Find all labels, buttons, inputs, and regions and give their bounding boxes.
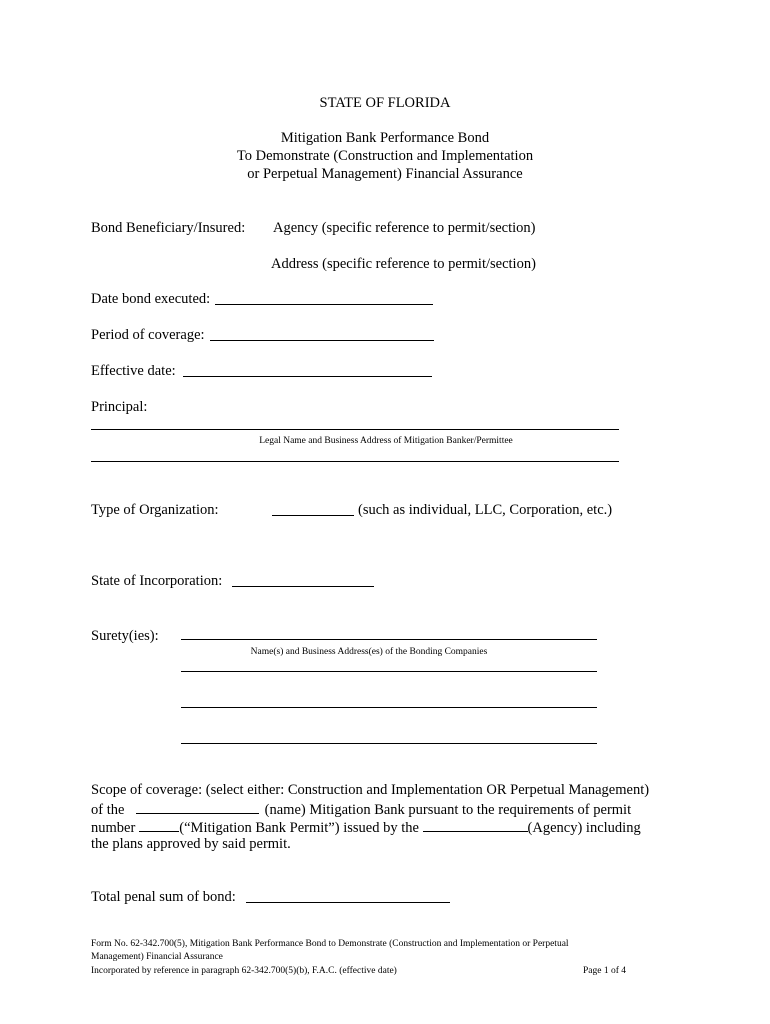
beneficiary-address: Address (specific reference to permit/section) <box>271 256 536 272</box>
state-inc-field[interactable] <box>232 586 374 587</box>
scope-line-2-text: (name) Mitigation Bank pursuant to the requirements of permit <box>264 802 632 818</box>
date-executed-field[interactable] <box>215 304 433 305</box>
scope-of-the: of the <box>91 802 125 818</box>
type-org-label: Type of Organization: <box>91 502 219 518</box>
scope-line-4: the plans approved by said permit. <box>91 836 291 852</box>
footer-incorporated: Incorporated by reference in paragraph 62-342.700(5)(b), F.A.C. (effective date) <box>91 966 397 976</box>
title-line-3: or Perpetual Management) Financial Assurance <box>247 166 523 182</box>
principal-line-1[interactable] <box>91 429 619 430</box>
period-label: Period of coverage: <box>91 327 205 343</box>
page-number: Page 1 of 4 <box>583 966 627 976</box>
effective-date-field[interactable] <box>183 376 432 377</box>
surety-label: Surety(ies): <box>91 628 159 644</box>
scope-line-3 <box>91 817 641 837</box>
agency-field[interactable] <box>423 817 528 832</box>
penal-sum-label: Total penal sum of bond: <box>91 889 236 905</box>
title-line-1: Mitigation Bank Performance Bond <box>280 130 490 146</box>
scope-number: number <box>91 820 136 836</box>
principal-line-2[interactable] <box>91 461 619 462</box>
type-org-field[interactable] <box>272 515 354 516</box>
date-executed-label: Date bond executed: <box>91 291 211 307</box>
surety-line-4[interactable] <box>181 743 597 744</box>
period-field[interactable] <box>210 340 434 341</box>
state-inc-label: State of Incorporation: <box>91 573 223 589</box>
surety-line-3[interactable] <box>181 707 597 708</box>
beneficiary-label: Bond Beneficiary/Insured: <box>91 220 246 236</box>
effective-date-label: Effective date: <box>91 363 176 379</box>
scope-line-3-text: (“Mitigation Bank Permit”) issued by the <box>179 820 419 836</box>
principal-caption: Legal Name and Business Address of Mitigation Banker/Permittee <box>259 436 513 446</box>
principal-label: Principal: <box>91 399 148 415</box>
title-line-2: To Demonstrate (Construction and Implementation <box>236 148 534 164</box>
bank-name-field[interactable] <box>136 799 259 814</box>
permit-number-field[interactable] <box>139 817 179 832</box>
state-heading: STATE OF FLORIDA <box>319 95 451 111</box>
scope-line-1: Scope of coverage: (select either: Construction and Implementation OR Perpetual Management) <box>91 782 650 798</box>
footer-form-line-1: Form No. 62-342.700(5), Mitigation Bank Performance Bond to Demonstrate (Construction and Implementation or Perpetual <box>91 939 569 949</box>
footer-form-line-2: Management) Financial Assurance <box>91 952 223 962</box>
surety-caption: Name(s) and Business Address(es) of the Bonding Companies <box>250 647 488 657</box>
penal-sum-field[interactable] <box>246 902 450 903</box>
surety-line-1[interactable] <box>181 639 597 640</box>
scope-line-2 <box>91 799 631 819</box>
scope-line-3-end: (Agency) including <box>527 820 641 836</box>
surety-line-2[interactable] <box>181 671 597 672</box>
type-org-hint: (such as individual, LLC, Corporation, etc.) <box>358 502 613 518</box>
beneficiary-agency: Agency (specific reference to permit/section) <box>273 220 536 236</box>
